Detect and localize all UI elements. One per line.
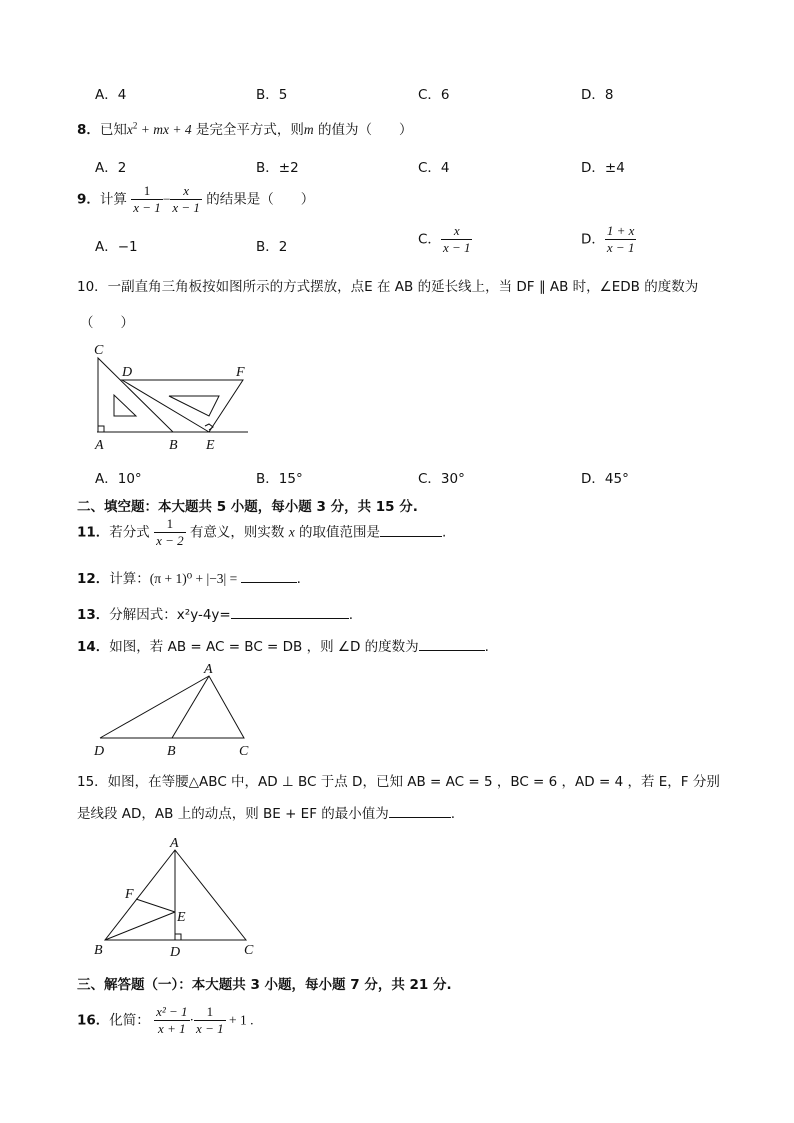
q9-option-c-denominator: x − 1 [442, 240, 471, 255]
q8-expr-rest: + mx + 4 [137, 122, 192, 137]
section-2-heading: 二、填空题：本大题共 5 小题，每小题 3 分，共 15 分. [77, 499, 418, 515]
question-11 [77, 516, 446, 549]
q9-pre: 计算 [99, 191, 127, 208]
q7-option-b: B．5 [256, 87, 288, 103]
q10-figure [85, 340, 260, 455]
q16-dot: · [189, 1012, 195, 1028]
q15-label-f: F [125, 887, 134, 902]
q9-post: 的结果是（ ） [201, 191, 315, 208]
q10-stem-line1: 10．一副直角三角板按如图所示的方式摆放，点E 在 AB 的延长线上，当 DF ∥ AB 时，∠EDB 的度数为 [77, 279, 699, 295]
q10-right-angle-a [98, 426, 104, 432]
q11-fraction [154, 516, 186, 549]
q9-option-c-fraction [441, 223, 473, 256]
q15-figure [88, 832, 260, 960]
q10-option-d: D．45° [581, 471, 629, 487]
q15-label-d: D [170, 945, 181, 960]
question-12 [77, 567, 301, 587]
q9-number: 9． [77, 191, 100, 208]
q16-pre: 化简： [109, 1012, 150, 1029]
q15-end: . [450, 806, 456, 822]
q16-fraction-2 [194, 1004, 226, 1037]
q9-option-c [418, 223, 472, 256]
q10-stem-line2: （ ） [80, 315, 134, 331]
q16-number: 16． [77, 1012, 110, 1029]
q11-end: . [442, 524, 447, 541]
q14-triangle-outline [100, 676, 244, 738]
q10-label-e: E [206, 438, 215, 453]
q14-number: 14． [77, 639, 110, 655]
q11-numerator: 1 [154, 516, 186, 533]
q10-label-f: F [236, 365, 245, 380]
q9-option-d-denominator: x − 1 [606, 240, 635, 255]
q11-post1: 有意义，则实数 [185, 524, 289, 541]
q10-triangle-cab [98, 358, 173, 432]
q10-option-c: C．30° [418, 471, 465, 487]
section-3-heading: 三、解答题（一）：本大题共 3 小题，每小题 7 分，共 21 分. [77, 977, 452, 993]
q9-option-d [581, 223, 636, 256]
q8-expr-x: x [126, 122, 133, 137]
q15-answer-blank[interactable] [389, 803, 451, 818]
q14-text: 如图，若 AB = AC = BC = DB ，则 ∠D 的度数为 [109, 639, 419, 655]
q16-f1-numerator: x² − 1 [156, 1004, 188, 1019]
question-9 [77, 183, 314, 216]
q8-mid: 是完全平方式，则 [191, 122, 304, 138]
q15-label-a: A [170, 836, 179, 851]
q15-line2-text: 是线段 AD，AB 上的动点，则 BE + EF 的最小值为 [77, 806, 389, 822]
q9-fraction-2 [170, 183, 202, 216]
q14-answer-blank[interactable] [419, 636, 485, 651]
q11-pre: 若分式 [109, 524, 150, 541]
q14-label-d: D [94, 744, 105, 759]
q10-triangle-dfe [122, 380, 243, 432]
q10-label-b: B [169, 438, 178, 453]
q14-label-a: A [204, 662, 213, 677]
question-14 [77, 635, 489, 655]
q8-option-b: B．±2 [256, 160, 299, 176]
q7-option-d: D．8 [581, 87, 614, 103]
q9-f1-numerator: 1 [131, 183, 163, 200]
q16-f2-denominator: x − 1 [196, 1021, 224, 1036]
q8-option-c: C．4 [418, 160, 450, 176]
q16-f1-denominator: x + 1 [158, 1021, 186, 1036]
q9-option-c-numerator: x [441, 223, 473, 240]
q13-answer-blank[interactable] [231, 604, 349, 619]
question-8 [77, 118, 412, 138]
q8-option-a: A．2 [95, 160, 127, 176]
q14-figure [90, 658, 260, 760]
q14-label-b: B [167, 744, 176, 759]
q15-label-c: C [244, 943, 254, 958]
q9-minus: − [162, 191, 171, 207]
q10-triangle-cab-hole [114, 395, 136, 416]
q8-exponent: 2 [132, 120, 138, 131]
q14-label-c: C [239, 744, 249, 759]
q7-option-c: C．6 [418, 87, 450, 103]
q9-option-a: A．−1 [95, 239, 138, 255]
q9-f2-denominator: x − 1 [172, 200, 200, 215]
q9-option-d-fraction [605, 223, 637, 256]
q10-label-d: D [122, 365, 133, 380]
q14-segment-ab [172, 676, 209, 738]
q15-label-e: E [177, 910, 186, 925]
q11-post2: 的取值范围是 [294, 524, 381, 541]
q8-m: m [303, 122, 314, 137]
q11-answer-blank[interactable] [380, 522, 442, 537]
question-16 [77, 1004, 253, 1037]
q8-number: 8． [77, 122, 100, 138]
q9-option-d-label: D． [581, 231, 605, 248]
q11-variable: x [288, 524, 295, 540]
q7-option-a: A．4 [95, 87, 127, 103]
q15-right-angle-d [175, 934, 181, 940]
q12-text: 计算：(π + 1)⁰ + |−3| = [109, 571, 241, 586]
q9-f1-denominator: x − 1 [133, 200, 161, 215]
q10-label-c: C [94, 343, 104, 358]
q9-f2-numerator: x [170, 183, 202, 200]
q9-option-c-label: C． [418, 231, 441, 248]
q16-f2-numerator: 1 [194, 1004, 226, 1021]
q13-number: 13． [77, 607, 110, 623]
q10-option-a: A．10° [95, 471, 142, 487]
q15-stem-line2 [77, 802, 455, 822]
q12-end: . [296, 571, 301, 587]
q11-denominator: x − 2 [156, 533, 184, 548]
q9-option-b: B．2 [256, 239, 288, 255]
question-13 [77, 603, 353, 623]
q15-stem-line1: 15．如图，在等腰△ABC 中，AD ⊥ BC 于点 D，已知 AB = AC = 5 ，BC = 6 ，AD = 4 ，若 E，F 分别 [77, 774, 720, 790]
q9-fraction-1 [131, 183, 163, 216]
q8-pre: 已知 [99, 122, 127, 138]
q11-number: 11． [77, 524, 110, 541]
q15-label-b: B [94, 943, 103, 958]
q12-number: 12． [77, 571, 110, 587]
q16-fraction-1 [154, 1004, 189, 1037]
q14-end: . [484, 639, 489, 655]
q12-answer-blank[interactable] [241, 568, 297, 583]
q9-option-d-numerator: 1 + x [606, 223, 635, 238]
q13-text: 分解因式：x²y-4y= [109, 607, 231, 623]
q16-post: + 1 . [225, 1012, 254, 1028]
q13-end: . [348, 607, 354, 623]
q15-segment-fe [136, 899, 175, 912]
q10-option-b: B．15° [256, 471, 303, 487]
q8-option-d: D．±4 [581, 160, 625, 176]
q8-post: 的值为（ ） [313, 122, 413, 138]
q10-label-a: A [95, 438, 104, 453]
